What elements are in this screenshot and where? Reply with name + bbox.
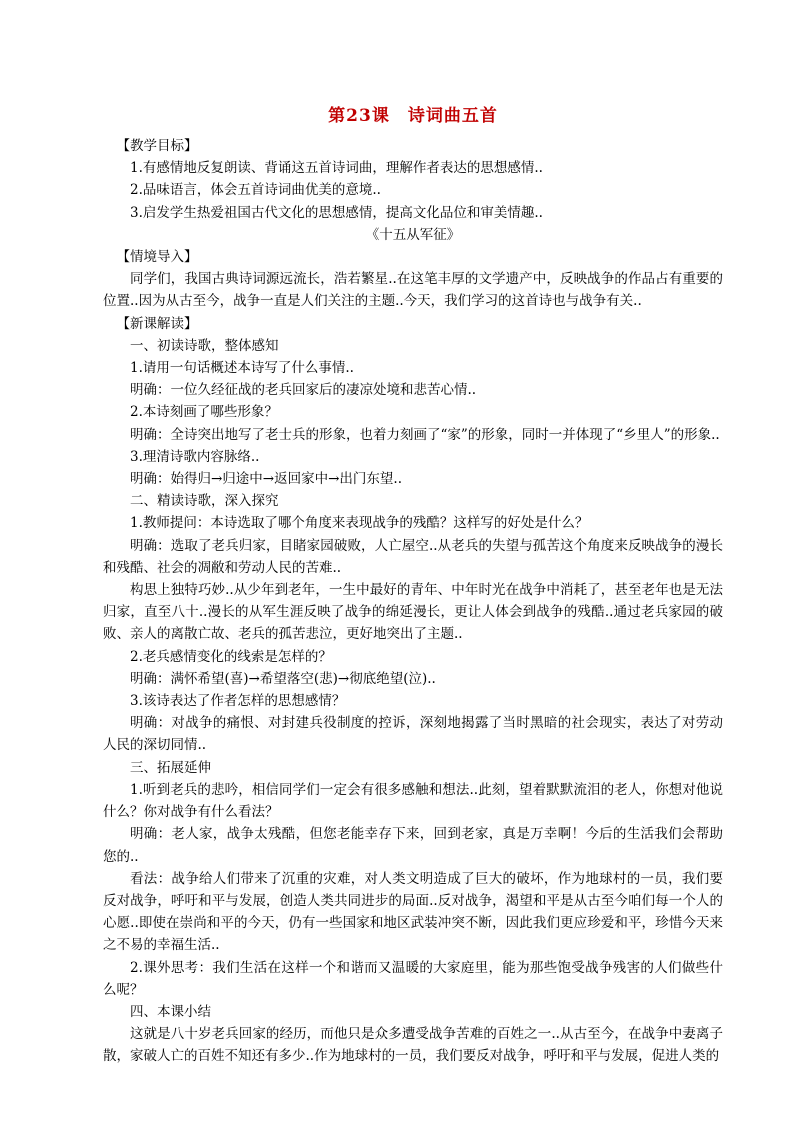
paragraph: 3.启发学生热爱祖国古代文化的思想感情，提高文化品位和审美情趣..	[130, 204, 543, 221]
paragraph: 构思上独特巧妙..从少年到老年，一生中最好的青年、中年时光在战争中消耗了，甚至老年也是无法归家，直至八十..漫长的从军生涯反映了战争的绵延漫长，更让人体会到战争的残酷..通过老兵家园的破败、亲人的离散亡故、老兵的孤苦悲泣，更好地突出了主题..	[103, 582, 723, 643]
document-body	[103, 104, 723, 1068]
paragraph: 1.请用一句话概述本诗写了什么事情..	[130, 360, 354, 377]
paragraph: 1.听到老兵的悲吟，相信同学们一定会有很多感触和想法..此刻，望着默默流泪的老人，你想对他说什么？你对战争有什么看法？	[103, 781, 723, 821]
paragraph: 明确：满怀希望(喜)→希望落空(悲)→彻底绝望(泣)..	[130, 670, 436, 687]
lesson-title: 第23课 诗词曲五首	[328, 106, 498, 126]
paragraph: 同学们，我国古典诗词源远流长，浩若繁星..在这笔丰厚的文学遗产中，反映战争的作品占有重要的位置..因为从古至今，战争一直是人们关注的主题..今天，我们学习的这首诗也与战争有关..	[103, 271, 723, 310]
paragraph: 三、拓展延伸	[130, 759, 211, 776]
paragraph: 明确：一位久经征战的老兵回家后的凄凉处境和悲苦心情..	[130, 382, 477, 399]
paragraph: 明确：全诗突出地写了老士兵的形象，也着力刻画了“家”的形象，同时一并体现了“乡里人”的形象..	[130, 426, 720, 443]
paragraph: 【情境导入】	[116, 249, 198, 266]
paragraph: 明确：始得归→归途中→返回家中→出门东望..	[130, 471, 403, 488]
paragraph: 3.该诗表达了作者怎样的思想感情？	[130, 693, 346, 710]
paragraph: 2.课外思考：我们生活在这样一个和谐而又温暖的大家庭里，能为那些饱受战争残害的人们做些什么呢？	[103, 959, 723, 998]
paragraph: 3.理清诗歌内容脉络..	[130, 448, 260, 465]
paragraph: 四、本课小结	[130, 1003, 211, 1020]
paragraph: 明确：对战争的痛恨、对封建兵役制度的控诉，深刻地揭露了当时黑暗的社会现实，表达了对劳动人民的深切同情..	[103, 715, 723, 754]
paragraph: 一、初读诗歌，整体感知	[130, 337, 279, 354]
paragraph: 明确：选取了老兵归家，目睹家园破败，人亡屋空..从老兵的失望与孤苦这个角度来反映战争的漫长和残酷、社会的凋敝和劳动人民的苦难..	[103, 537, 723, 576]
poem-title: 《十五从军征》	[365, 226, 461, 243]
paragraph: 2.老兵感情变化的线索是怎样的？	[130, 648, 332, 665]
paragraph: 明确：老人家，战争太残酷，但您老能幸存下来，回到老家，真是万幸啊！今后的生活我们会帮助您的..	[103, 826, 723, 865]
paragraph: 看法：战争给人们带来了沉重的灾难，对人类文明造成了巨大的破坏，作为地球村的一员，我们要反对战争，呼吁和平与发展，创造人类共同进步的局面..反对战争，渴望和平是从古至今咱们每一个人的心愿..即使在崇尚和平的今天，仍有一些国家和地区武装冲突不断，因此我们更应珍爱和平，珍惜今天来之不易的幸福生活..	[103, 870, 723, 954]
paragraph: 【教学目标】	[116, 138, 198, 154]
paragraph: 这就是八十岁老兵回家的经历，而他只是众多遭受战争苦难的百姓之一..从古至今，在战争中妻离子散，家破人亡的百姓不知还有多少..作为地球村的一员，我们要反对战争，呼吁和平与发展，促进人类的	[103, 1026, 723, 1065]
paragraph: 1.教师提问：本诗选取了哪个角度来表现战争的残酷？这样写的好处是什么？	[130, 515, 589, 532]
paragraph: 1.有感情地反复朗读、背诵这五首诗词曲，理解作者表达的思想感情..	[130, 160, 543, 177]
paragraph: 2.本诗刻画了哪些形象？	[130, 404, 278, 421]
paragraph: 二、精读诗歌，深入探究	[130, 493, 279, 510]
paragraph: 【新课解读】	[116, 315, 198, 332]
paragraph: 2.品味语言，体会五首诗词曲优美的意境..	[130, 182, 381, 199]
